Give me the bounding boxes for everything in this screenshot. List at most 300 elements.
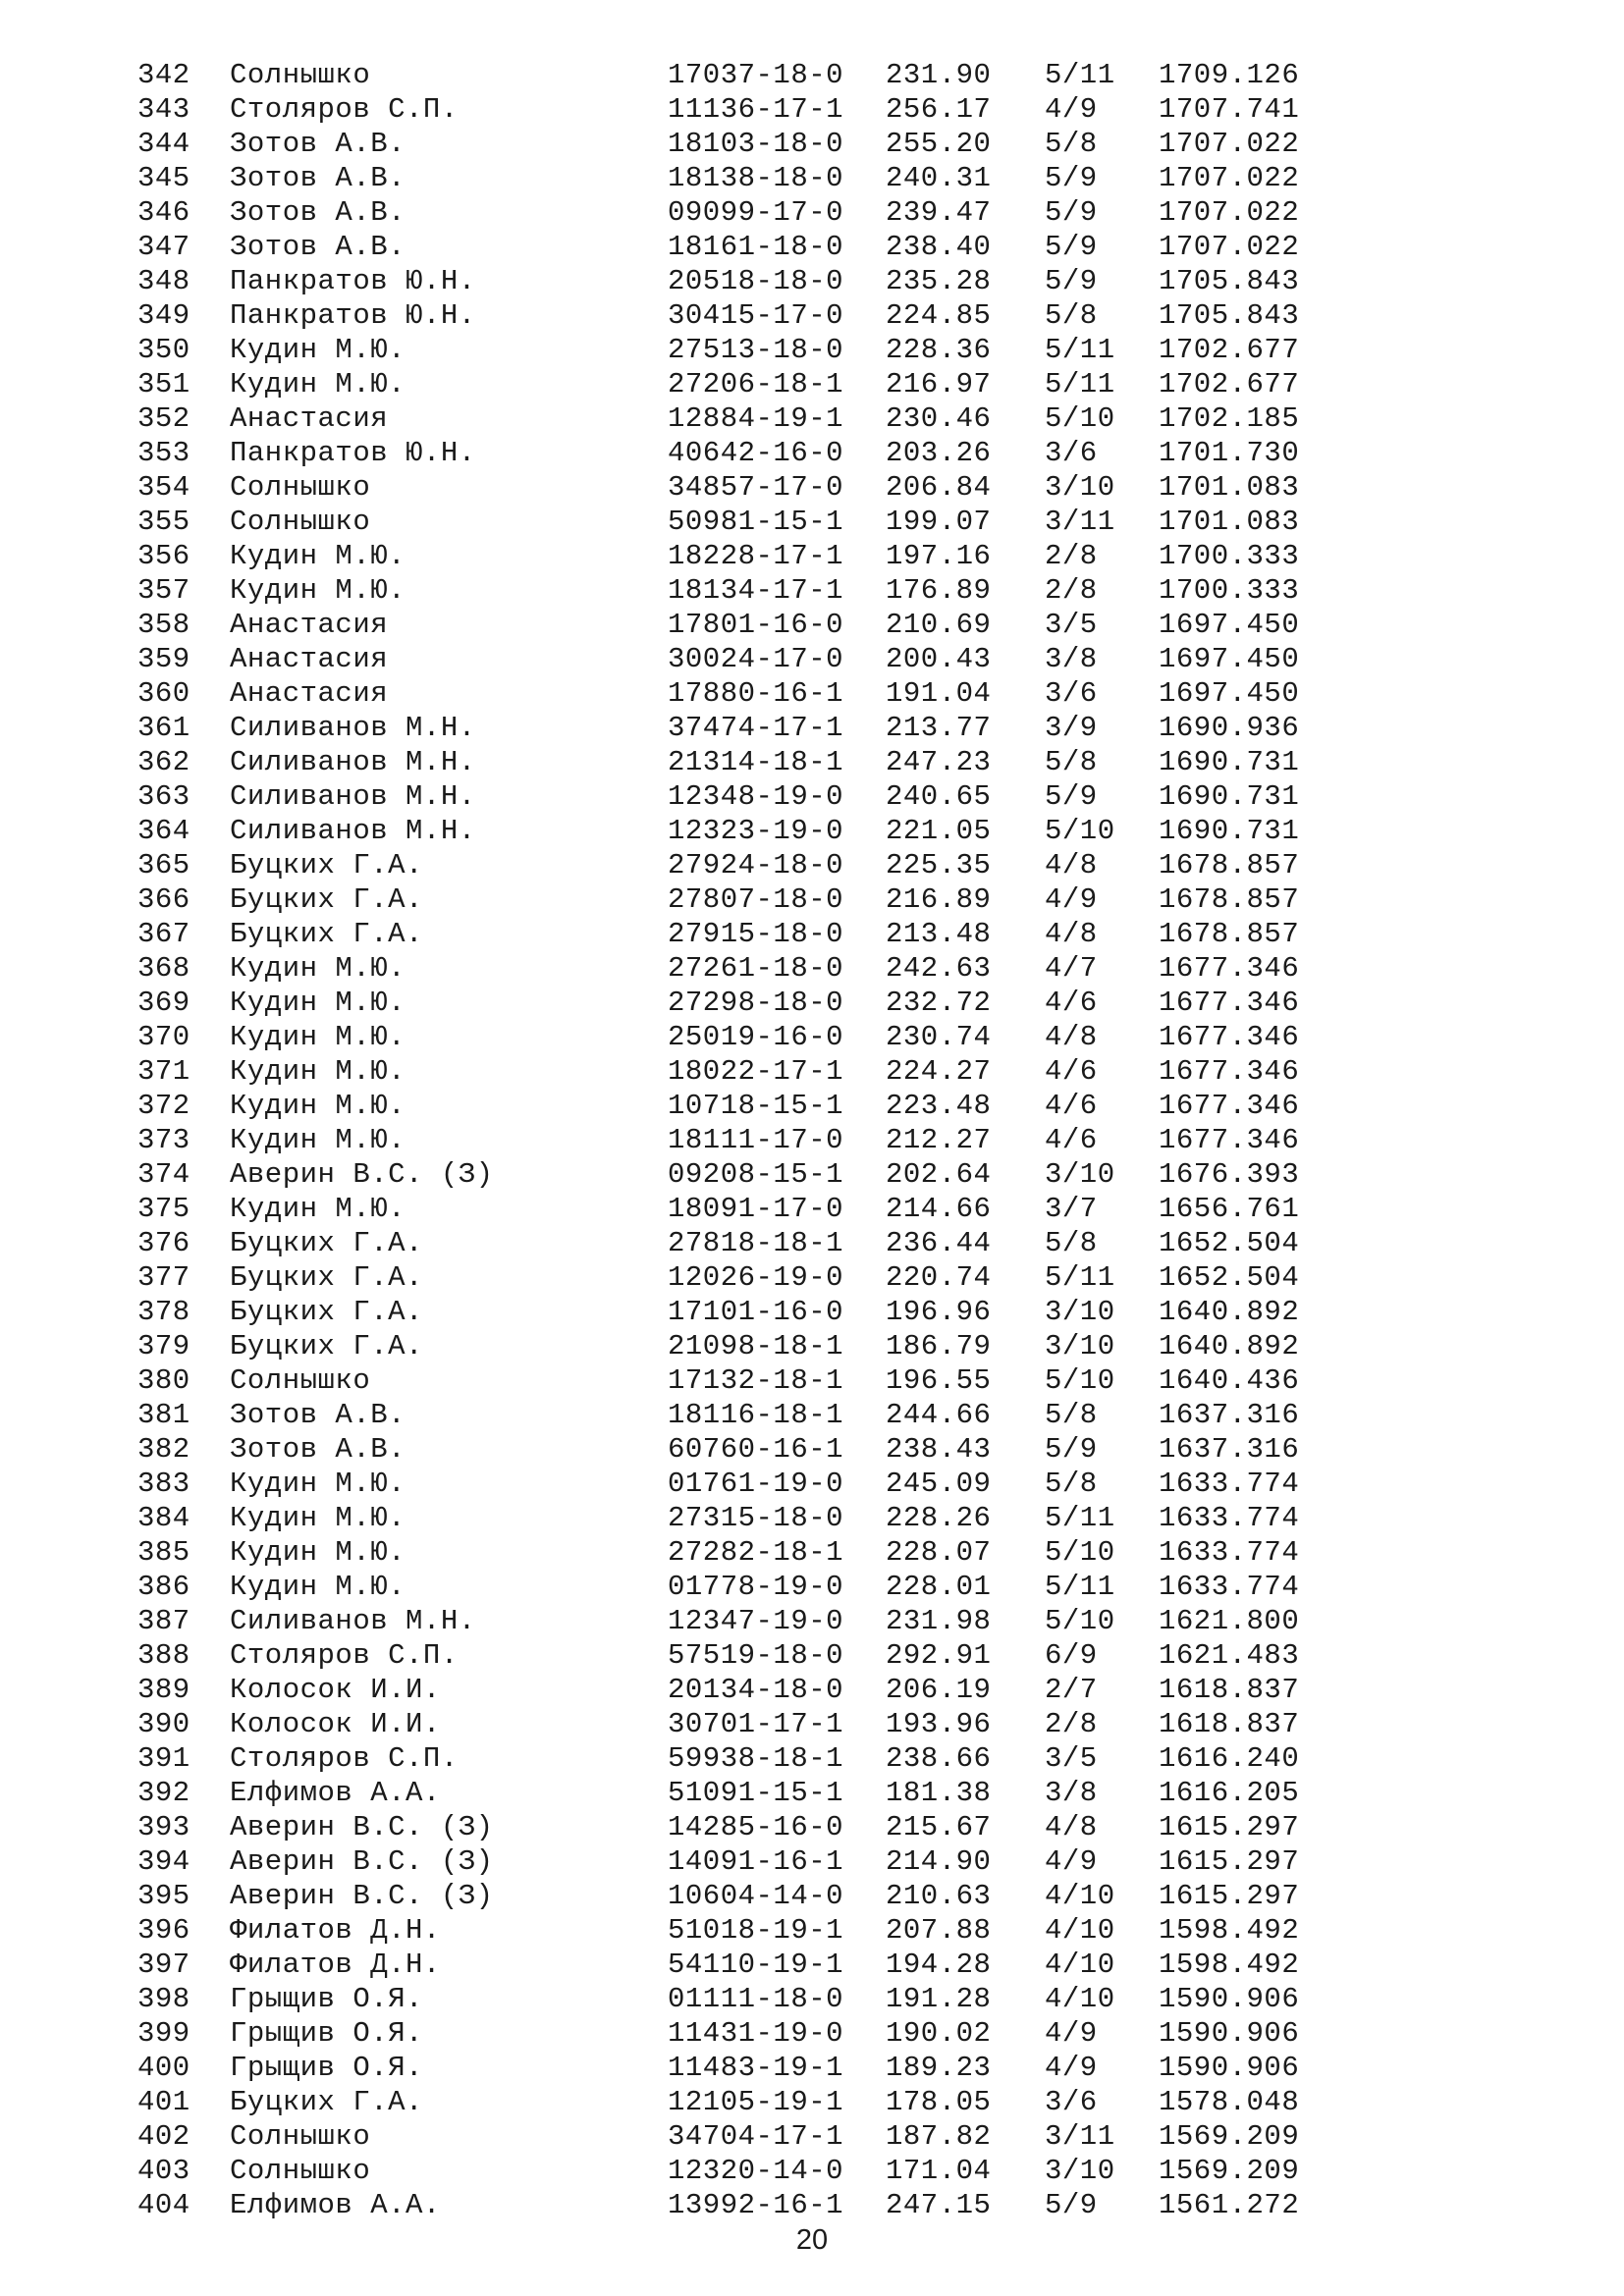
ring-code-cell: 18022-17-1 [668,1055,844,1088]
rating-cell: 1678.857 [1159,918,1300,950]
rating-cell: 1697.450 [1159,609,1300,641]
rating-cell: 1690.936 [1159,712,1300,744]
ratio-cell: 3/8 [1045,1777,1098,1809]
ring-code-cell: 10718-15-1 [668,1090,844,1122]
ring-code-cell: 10604-14-0 [668,1880,844,1912]
owner-name-cell: Столяров С.П. [230,1742,459,1775]
score-cell: 213.77 [886,712,992,744]
ring-code-cell: 17037-18-0 [668,59,844,91]
ratio-cell: 3/8 [1045,643,1098,675]
score-cell: 228.01 [886,1571,992,1603]
ring-code-cell: 11483-19-1 [668,2052,844,2084]
rating-cell: 1590.906 [1159,2017,1300,2050]
ratio-cell: 5/11 [1045,368,1115,400]
ring-code-cell: 12347-19-0 [668,1605,844,1637]
ratio-cell: 5/8 [1045,1468,1098,1500]
score-cell: 231.98 [886,1605,992,1637]
score-cell: 189.23 [886,2052,992,2084]
rating-cell: 1590.906 [1159,2052,1300,2084]
owner-name-cell: Буцких Г.А. [230,1330,423,1362]
row-number-cell: 345 [137,162,190,194]
rating-cell: 1701.083 [1159,506,1300,538]
rating-cell: 1637.316 [1159,1433,1300,1466]
ring-code-cell: 14091-16-1 [668,1845,844,1878]
rating-cell: 1677.346 [1159,1021,1300,1053]
ratio-cell: 4/7 [1045,952,1098,985]
ratio-cell: 5/10 [1045,1364,1115,1397]
ratio-cell: 4/8 [1045,849,1098,881]
ratio-cell: 2/8 [1045,574,1098,607]
score-cell: 171.04 [886,2155,992,2187]
score-cell: 191.04 [886,677,992,710]
ratio-cell: 3/10 [1045,471,1115,504]
ratio-cell: 4/8 [1045,1021,1098,1053]
row-number-cell: 379 [137,1330,190,1362]
table-row [137,1157,1316,1192]
score-cell: 224.27 [886,1055,992,1088]
rating-cell: 1690.731 [1159,746,1300,778]
score-cell: 224.85 [886,299,992,332]
ring-code-cell: 17801-16-0 [668,609,844,641]
owner-name-cell: Кудин М.Ю. [230,540,406,572]
score-cell: 215.67 [886,1811,992,1843]
score-cell: 240.65 [886,780,992,813]
ratio-cell: 5/8 [1045,1227,1098,1259]
row-number-cell: 366 [137,883,190,916]
ring-code-cell: 27513-18-0 [668,334,844,366]
score-cell: 245.09 [886,1468,992,1500]
ring-code-cell: 13992-16-1 [668,2189,844,2221]
ring-code-cell: 01111-18-0 [668,1983,844,2015]
table-row [137,333,1316,367]
ratio-cell: 5/10 [1045,1605,1115,1637]
table-row [137,1810,1316,1844]
owner-name-cell: Аверин В.С. (З) [230,1158,494,1191]
table-row [137,2051,1316,2085]
ratio-cell: 4/10 [1045,1914,1115,1947]
row-number-cell: 344 [137,128,190,160]
table-row [137,1776,1316,1810]
row-number-cell: 404 [137,2189,190,2221]
row-number-cell: 391 [137,1742,190,1775]
score-cell: 216.89 [886,883,992,916]
score-cell: 230.46 [886,402,992,435]
rating-cell: 1707.741 [1159,93,1300,126]
rating-cell: 1590.906 [1159,1983,1300,2015]
rating-cell: 1677.346 [1159,1090,1300,1122]
table-row [137,2154,1316,2188]
ring-code-cell: 27206-18-1 [668,368,844,400]
score-cell: 228.36 [886,334,992,366]
table-row [137,230,1316,264]
table-row [137,1501,1316,1535]
score-cell: 231.90 [886,59,992,91]
row-number-cell: 376 [137,1227,190,1259]
ratio-cell: 4/9 [1045,1845,1098,1878]
owner-name-cell: Анастасия [230,402,389,435]
owner-name-cell: Солнышко [230,2155,371,2187]
rating-cell: 1618.837 [1159,1674,1300,1706]
ratio-cell: 5/9 [1045,1433,1098,1466]
score-cell: 255.20 [886,128,992,160]
ring-code-cell: 18138-18-0 [668,162,844,194]
score-cell: 221.05 [886,815,992,847]
score-cell: 240.31 [886,162,992,194]
row-number-cell: 358 [137,609,190,641]
rating-cell: 1615.297 [1159,1845,1300,1878]
rating-cell: 1678.857 [1159,883,1300,916]
table-row [137,2188,1316,2222]
ring-code-cell: 12348-19-0 [668,780,844,813]
table-row [137,1535,1316,1570]
ratio-cell: 5/9 [1045,162,1098,194]
table-row [137,642,1316,676]
owner-name-cell: Буцких Г.А. [230,918,423,950]
ratio-cell: 5/11 [1045,1502,1115,1534]
owner-name-cell: Силиванов М.Н. [230,746,476,778]
row-number-cell: 359 [137,643,190,675]
ring-code-cell: 27261-18-0 [668,952,844,985]
owner-name-cell: Грыщив О.Я. [230,2052,423,2084]
ring-code-cell: 18103-18-0 [668,128,844,160]
score-cell: 178.05 [886,2086,992,2118]
ratio-cell: 5/11 [1045,59,1115,91]
row-number-cell: 351 [137,368,190,400]
owner-name-cell: Аверин В.С. (З) [230,1880,494,1912]
owner-name-cell: Солнышко [230,1364,371,1397]
rating-cell: 1690.731 [1159,815,1300,847]
row-number-cell: 392 [137,1777,190,1809]
ratio-cell: 4/9 [1045,2052,1098,2084]
table-row [137,1398,1316,1432]
ring-code-cell: 54110-19-1 [668,1949,844,1981]
owner-name-cell: Панкратов Ю.Н. [230,299,476,332]
ratio-cell: 3/10 [1045,1330,1115,1362]
ring-code-cell: 60760-16-1 [668,1433,844,1466]
row-number-cell: 372 [137,1090,190,1122]
rating-cell: 1598.492 [1159,1914,1300,1947]
table-row [137,951,1316,986]
ratio-cell: 5/8 [1045,746,1098,778]
ratio-cell: 5/10 [1045,815,1115,847]
score-cell: 236.44 [886,1227,992,1259]
ratio-cell: 5/9 [1045,2189,1098,2221]
score-cell: 190.02 [886,2017,992,2050]
ring-code-cell: 17101-16-0 [668,1296,844,1328]
rating-cell: 1640.436 [1159,1364,1300,1397]
rating-cell: 1615.297 [1159,1880,1300,1912]
ring-code-cell: 59938-18-1 [668,1742,844,1775]
rating-cell: 1707.022 [1159,231,1300,263]
rating-cell: 1640.892 [1159,1330,1300,1362]
ratio-cell: 3/6 [1045,677,1098,710]
table-row [137,814,1316,848]
rating-cell: 1677.346 [1159,952,1300,985]
row-number-cell: 347 [137,231,190,263]
ring-code-cell: 18111-17-0 [668,1124,844,1156]
ratio-cell: 3/6 [1045,2086,1098,2118]
owner-name-cell: Кудин М.Ю. [230,1021,406,1053]
row-number-cell: 387 [137,1605,190,1637]
row-number-cell: 399 [137,2017,190,2050]
owner-name-cell: Кудин М.Ю. [230,574,406,607]
owner-name-cell: Кудин М.Ю. [230,952,406,985]
table-row [137,1844,1316,1879]
ring-code-cell: 18161-18-0 [668,231,844,263]
score-cell: 202.64 [886,1158,992,1191]
row-number-cell: 371 [137,1055,190,1088]
ratio-cell: 3/10 [1045,1158,1115,1191]
row-number-cell: 346 [137,196,190,229]
owner-name-cell: Кудин М.Ю. [230,1502,406,1534]
table-row [137,195,1316,230]
owner-name-cell: Силиванов М.Н. [230,780,476,813]
owner-name-cell: Елфимов А.А. [230,1777,441,1809]
ring-code-cell: 27298-18-0 [668,987,844,1019]
rating-cell: 1561.272 [1159,2189,1300,2221]
table-row [137,1913,1316,1948]
ratio-cell: 4/8 [1045,918,1098,950]
rating-cell: 1656.761 [1159,1193,1300,1225]
rating-cell: 1621.800 [1159,1605,1300,1637]
score-cell: 292.91 [886,1639,992,1672]
ratio-cell: 5/9 [1045,231,1098,263]
ratio-cell: 3/5 [1045,1742,1098,1775]
rating-cell: 1569.209 [1159,2120,1300,2153]
row-number-cell: 343 [137,93,190,126]
ratio-cell: 3/7 [1045,1193,1098,1225]
row-number-cell: 385 [137,1536,190,1569]
ratio-cell: 5/11 [1045,334,1115,366]
rating-cell: 1652.504 [1159,1261,1300,1294]
row-number-cell: 365 [137,849,190,881]
rating-cell: 1705.843 [1159,299,1300,332]
score-cell: 216.97 [886,368,992,400]
ratio-cell: 5/9 [1045,780,1098,813]
owner-name-cell: Силиванов М.Н. [230,1605,476,1637]
score-cell: 193.96 [886,1708,992,1740]
row-number-cell: 389 [137,1674,190,1706]
table-row [137,986,1316,1020]
table-row [137,1295,1316,1329]
rating-cell: 1616.205 [1159,1777,1300,1809]
ring-code-cell: 30701-17-1 [668,1708,844,1740]
ratio-cell: 4/6 [1045,1090,1098,1122]
score-cell: 199.07 [886,506,992,538]
table-row [137,1260,1316,1295]
rating-cell: 1702.185 [1159,402,1300,435]
rating-cell: 1707.022 [1159,196,1300,229]
row-number-cell: 355 [137,506,190,538]
owner-name-cell: Грыщив О.Я. [230,1983,423,2015]
row-number-cell: 401 [137,2086,190,2118]
rating-cell: 1701.730 [1159,437,1300,469]
ring-code-cell: 14285-16-0 [668,1811,844,1843]
table-row [137,1123,1316,1157]
table-row [137,2085,1316,2119]
table-row [137,264,1316,298]
owner-name-cell: Силиванов М.Н. [230,815,476,847]
owner-name-cell: Филатов Д.Н. [230,1914,441,1947]
owner-name-cell: Кудин М.Ю. [230,1193,406,1225]
table-row [137,1673,1316,1707]
ring-code-cell: 51091-15-1 [668,1777,844,1809]
table-row [137,367,1316,401]
owner-name-cell: Зотов А.В. [230,1399,406,1431]
table-row [137,1192,1316,1226]
owner-name-cell: Силиванов М.Н. [230,712,476,744]
owner-name-cell: Зотов А.В. [230,162,406,194]
ring-code-cell: 34857-17-0 [668,471,844,504]
rating-cell: 1697.450 [1159,643,1300,675]
owner-name-cell: Буцких Г.А. [230,2086,423,2118]
rating-cell: 1621.483 [1159,1639,1300,1672]
score-cell: 223.48 [886,1090,992,1122]
score-cell: 256.17 [886,93,992,126]
score-cell: 191.28 [886,1983,992,2015]
table-row [137,917,1316,951]
ratio-cell: 5/11 [1045,1571,1115,1603]
rating-cell: 1709.126 [1159,59,1300,91]
ring-code-cell: 50981-15-1 [668,506,844,538]
ring-code-cell: 40642-16-0 [668,437,844,469]
owner-name-cell: Кудин М.Ю. [230,1571,406,1603]
score-cell: 196.96 [886,1296,992,1328]
owner-name-cell: Филатов Д.Н. [230,1949,441,1981]
ratio-cell: 4/8 [1045,1811,1098,1843]
table-row [137,1329,1316,1363]
ratio-cell: 5/9 [1045,196,1098,229]
row-number-cell: 352 [137,402,190,435]
owner-name-cell: Анастасия [230,643,389,675]
row-number-cell: 403 [137,2155,190,2187]
table-row [137,1948,1316,1982]
row-number-cell: 393 [137,1811,190,1843]
row-number-cell: 363 [137,780,190,813]
table-row [137,848,1316,882]
owner-name-cell: Буцких Г.А. [230,883,423,916]
owner-name-cell: Солнышко [230,59,371,91]
ratio-cell: 3/10 [1045,1296,1115,1328]
ratio-cell: 5/10 [1045,402,1115,435]
rating-cell: 1640.892 [1159,1296,1300,1328]
score-cell: 212.27 [886,1124,992,1156]
row-number-cell: 382 [137,1433,190,1466]
rating-cell: 1690.731 [1159,780,1300,813]
owner-name-cell: Кудин М.Ю. [230,334,406,366]
ring-code-cell: 18134-17-1 [668,574,844,607]
score-cell: 213.48 [886,918,992,950]
ring-code-cell: 27807-18-0 [668,883,844,916]
ring-code-cell: 27924-18-0 [668,849,844,881]
ring-code-cell: 27915-18-0 [668,918,844,950]
rating-cell: 1702.677 [1159,368,1300,400]
table-row [137,1707,1316,1741]
ratio-cell: 5/10 [1045,1536,1115,1569]
table-row [137,1089,1316,1123]
owner-name-cell: Колосок И.И. [230,1674,441,1706]
row-number-cell: 397 [137,1949,190,1981]
owner-name-cell: Кудин М.Ю. [230,1090,406,1122]
owner-name-cell: Буцких Г.А. [230,1296,423,1328]
owner-name-cell: Елфимов А.А. [230,2189,441,2221]
ring-code-cell: 34704-17-1 [668,2120,844,2153]
owner-name-cell: Буцких Г.А. [230,1227,423,1259]
rating-cell: 1678.857 [1159,849,1300,881]
table-row [137,882,1316,917]
score-cell: 214.66 [886,1193,992,1225]
table-row [137,2119,1316,2154]
score-cell: 186.79 [886,1330,992,1362]
row-number-cell: 380 [137,1364,190,1397]
score-cell: 242.63 [886,952,992,985]
ring-code-cell: 25019-16-0 [668,1021,844,1053]
score-cell: 181.38 [886,1777,992,1809]
table-row [137,1741,1316,1776]
ring-code-cell: 17880-16-1 [668,677,844,710]
table-row [137,608,1316,642]
score-cell: 225.35 [886,849,992,881]
ratio-cell: 4/9 [1045,2017,1098,2050]
ring-code-cell: 09099-17-0 [668,196,844,229]
ratio-cell: 4/9 [1045,883,1098,916]
ratio-cell: 4/6 [1045,1124,1098,1156]
score-cell: 230.74 [886,1021,992,1053]
table-row [137,2016,1316,2051]
owner-name-cell: Анастасия [230,677,389,710]
owner-name-cell: Панкратов Ю.Н. [230,437,476,469]
owner-name-cell: Солнышко [230,506,371,538]
owner-name-cell: Кудин М.Ю. [230,368,406,400]
owner-name-cell: Буцких Г.А. [230,849,423,881]
table-row [137,1982,1316,2016]
ring-code-cell: 12884-19-1 [668,402,844,435]
ring-code-cell: 21098-18-1 [668,1330,844,1362]
row-number-cell: 367 [137,918,190,950]
rating-cell: 1652.504 [1159,1227,1300,1259]
ratio-cell: 4/6 [1045,987,1098,1019]
rating-cell: 1578.048 [1159,2086,1300,2118]
table-row [137,127,1316,161]
ratio-cell: 3/5 [1045,609,1098,641]
row-number-cell: 378 [137,1296,190,1328]
rating-cell: 1705.843 [1159,265,1300,297]
ring-code-cell: 27315-18-0 [668,1502,844,1534]
table-row [137,1638,1316,1673]
rating-cell: 1707.022 [1159,128,1300,160]
score-cell: 238.43 [886,1433,992,1466]
row-number-cell: 383 [137,1468,190,1500]
owner-name-cell: Кудин М.Ю. [230,1468,406,1500]
score-cell: 207.88 [886,1914,992,1947]
ring-code-cell: 18228-17-1 [668,540,844,572]
ratio-cell: 5/9 [1045,265,1098,297]
row-number-cell: 369 [137,987,190,1019]
owner-name-cell: Буцких Г.А. [230,1261,423,1294]
owner-name-cell: Зотов А.В. [230,128,406,160]
ring-code-cell: 12320-14-0 [668,2155,844,2187]
table-row [137,1879,1316,1913]
rating-cell: 1615.297 [1159,1811,1300,1843]
score-cell: 203.26 [886,437,992,469]
rating-cell: 1707.022 [1159,162,1300,194]
owner-name-cell: Зотов А.В. [230,1433,406,1466]
table-row [137,505,1316,539]
row-number-cell: 386 [137,1571,190,1603]
ratio-cell: 4/10 [1045,1983,1115,2015]
rating-cell: 1616.240 [1159,1742,1300,1775]
score-cell: 210.69 [886,609,992,641]
